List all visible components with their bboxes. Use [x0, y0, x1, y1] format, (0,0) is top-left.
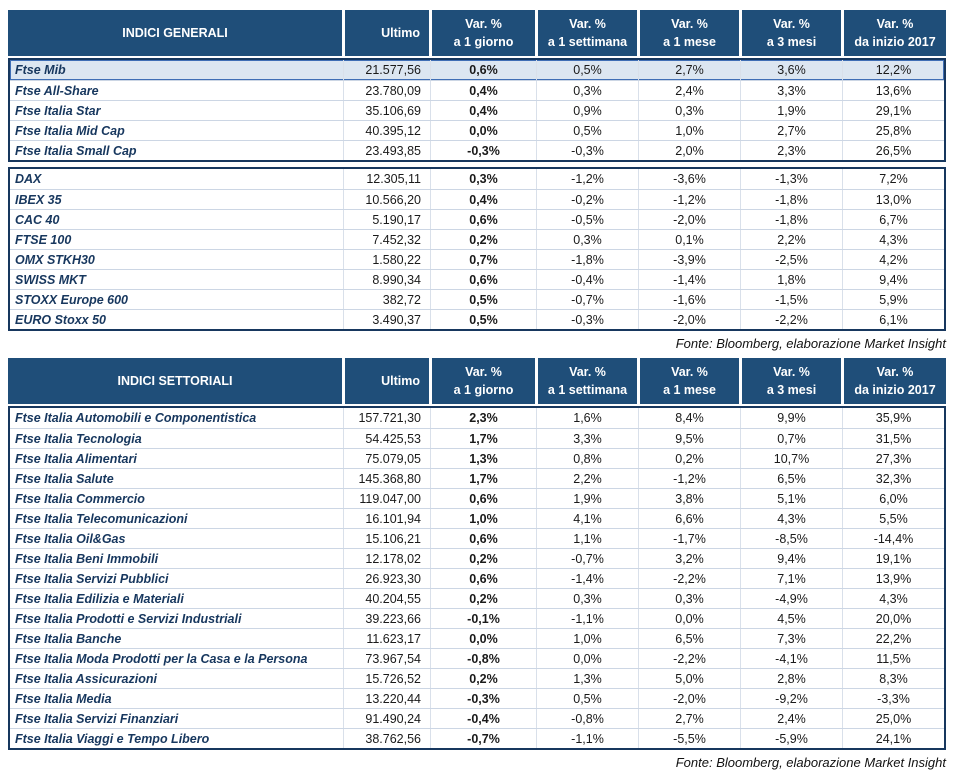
var-value-cell: 0,6%: [430, 210, 536, 229]
index-name-cell: Ftse Italia Tecnologia: [15, 431, 142, 446]
var-value-cell: 9,9%: [740, 408, 842, 428]
table-row: [10, 708, 944, 728]
table-row: [10, 100, 944, 120]
index-name-cell: Ftse Italia Mid Cap: [15, 123, 125, 138]
column-header-ultimo: Ultimo: [345, 10, 432, 56]
var-value-cell: -1,3%: [740, 169, 842, 189]
var-value-cell: 5,1%: [740, 489, 842, 508]
var-value-cell: -3,6%: [638, 169, 740, 189]
var-value-cell: 0,6%: [430, 489, 536, 508]
table-row: [10, 189, 944, 209]
var-value-cell: -0,4%: [430, 709, 536, 728]
table-row: [10, 408, 944, 428]
ultimo-value-cell: 157.721,30: [343, 408, 430, 428]
ultimo-value-cell: 8.990,34: [343, 270, 430, 289]
var-value-cell: -0,2%: [536, 190, 638, 209]
var-value-cell: 1,3%: [536, 669, 638, 688]
var-value-cell: 7,2%: [842, 169, 944, 189]
var-value-cell: 1,1%: [536, 529, 638, 548]
var-value-cell: 0,3%: [536, 230, 638, 249]
var-value-cell: -4,1%: [740, 649, 842, 668]
index-name-cell: EURO Stoxx 50: [15, 312, 107, 327]
var-value-cell: 6,0%: [842, 489, 944, 508]
var-value-cell: -2,0%: [638, 210, 740, 229]
var-value-cell: 5,0%: [638, 669, 740, 688]
table-row: [10, 120, 944, 140]
var-value-cell: 0,0%: [430, 121, 536, 140]
var-value-cell: 6,6%: [638, 509, 740, 528]
var-value-cell: 24,1%: [842, 729, 944, 748]
var-value-cell: -0,3%: [536, 310, 638, 329]
index-name-cell: SWISS MKT: [15, 272, 86, 287]
var-value-cell: 6,5%: [740, 469, 842, 488]
table-row: [10, 249, 944, 269]
var-value-cell: -1,8%: [740, 190, 842, 209]
var-value-cell: 7,1%: [740, 569, 842, 588]
table-title: INDICI GENERALI: [8, 10, 345, 56]
index-name-cell: Ftse Italia Edilizia e Materiali: [15, 591, 184, 606]
var-value-cell: 0,3%: [536, 81, 638, 100]
var-value-cell: 12,2%: [842, 60, 944, 80]
var-value-cell: 2,0%: [638, 141, 740, 160]
var-value-cell: 27,3%: [842, 449, 944, 468]
var-value-cell: 3,3%: [536, 429, 638, 448]
var-value-cell: 22,2%: [842, 629, 944, 648]
var-value-cell: -1,6%: [638, 290, 740, 309]
var-value-cell: 4,3%: [842, 230, 944, 249]
ultimo-value-cell: 16.101,94: [343, 509, 430, 528]
var-value-cell: -0,4%: [536, 270, 638, 289]
table-row: [10, 528, 944, 548]
column-header-var_ytd: Var. % da inizio 2017: [844, 358, 946, 404]
table-title: INDICI SETTORIALI: [8, 358, 345, 404]
column-header-var_1w: Var. % a 1 settimana: [538, 358, 640, 404]
var-value-cell: 2,7%: [638, 709, 740, 728]
var-value-cell: -0,3%: [430, 141, 536, 160]
var-value-cell: -2,2%: [740, 310, 842, 329]
index-name-cell: Ftse Mib: [15, 63, 66, 77]
var-value-cell: -2,0%: [638, 310, 740, 329]
column-header-var_3m: Var. % a 3 mesi: [742, 10, 844, 56]
index-name-cell: Ftse Italia Automobili e Componentistica: [15, 411, 257, 425]
table-row: [10, 608, 944, 628]
var-value-cell: 4,3%: [842, 589, 944, 608]
index-name-cell: IBEX 35: [15, 192, 62, 207]
var-value-cell: 10,7%: [740, 449, 842, 468]
var-value-cell: -1,2%: [638, 190, 740, 209]
var-value-cell: 9,4%: [842, 270, 944, 289]
var-value-cell: 0,7%: [430, 250, 536, 269]
ultimo-value-cell: 73.967,54: [343, 649, 430, 668]
index-name-cell: FTSE 100: [15, 232, 72, 247]
var-value-cell: 1,0%: [430, 509, 536, 528]
var-value-cell: 4,3%: [740, 509, 842, 528]
var-value-cell: 0,5%: [536, 60, 638, 80]
var-value-cell: 2,7%: [638, 60, 740, 80]
index-name-cell: Ftse All-Share: [15, 83, 99, 98]
var-value-cell: 0,0%: [536, 649, 638, 668]
var-value-cell: 0,8%: [536, 449, 638, 468]
var-value-cell: 13,9%: [842, 569, 944, 588]
var-value-cell: 0,2%: [430, 669, 536, 688]
var-value-cell: -5,9%: [740, 729, 842, 748]
var-value-cell: -0,3%: [430, 689, 536, 708]
var-value-cell: 0,2%: [430, 589, 536, 608]
table-row: [10, 628, 944, 648]
index-name-cell: STOXX Europe 600: [15, 292, 129, 307]
table-row: [10, 548, 944, 568]
var-value-cell: 31,5%: [842, 429, 944, 448]
var-value-cell: -0,8%: [536, 709, 638, 728]
var-value-cell: 11,5%: [842, 649, 944, 668]
table-header-row: [8, 358, 946, 404]
var-value-cell: -2,2%: [638, 569, 740, 588]
var-value-cell: 0,2%: [430, 549, 536, 568]
var-value-cell: 0,5%: [536, 689, 638, 708]
ultimo-value-cell: 91.490,24: [343, 709, 430, 728]
ultimo-value-cell: 54.425,53: [343, 429, 430, 448]
table-row: [10, 80, 944, 100]
var-value-cell: -0,8%: [430, 649, 536, 668]
var-value-cell: 3,3%: [740, 81, 842, 100]
var-value-cell: -0,7%: [430, 729, 536, 748]
ultimo-value-cell: 12.178,02: [343, 549, 430, 568]
index-name-cell: Ftse Italia Viaggi e Tempo Libero: [15, 731, 210, 746]
var-value-cell: 20,0%: [842, 609, 944, 628]
index-name-cell: DAX: [15, 172, 42, 186]
var-value-cell: 4,1%: [536, 509, 638, 528]
index-name-cell: Ftse Italia Star: [15, 103, 101, 118]
var-value-cell: 0,3%: [638, 101, 740, 120]
var-value-cell: 1,9%: [740, 101, 842, 120]
table-row: [10, 568, 944, 588]
var-value-cell: -2,5%: [740, 250, 842, 269]
var-value-cell: 0,5%: [430, 290, 536, 309]
var-value-cell: 0,4%: [430, 190, 536, 209]
table-row: [10, 309, 944, 329]
var-value-cell: -1,4%: [536, 569, 638, 588]
ultimo-value-cell: 26.923,30: [343, 569, 430, 588]
var-value-cell: 5,5%: [842, 509, 944, 528]
index-name-cell: Ftse Italia Moda Prodotti per la Casa e la Persona: [15, 651, 308, 666]
ultimo-value-cell: 39.223,66: [343, 609, 430, 628]
table-row: [10, 229, 944, 249]
var-value-cell: 1,7%: [430, 429, 536, 448]
var-value-cell: 1,0%: [638, 121, 740, 140]
var-value-cell: 2,2%: [740, 230, 842, 249]
var-value-cell: 2,4%: [638, 81, 740, 100]
var-value-cell: -0,3%: [536, 141, 638, 160]
var-value-cell: 2,3%: [740, 141, 842, 160]
ultimo-value-cell: 382,72: [343, 290, 430, 309]
ultimo-value-cell: 145.368,80: [343, 469, 430, 488]
index-name-cell: Ftse Italia Telecomunicazioni: [15, 511, 188, 526]
column-header-var_1g: Var. % a 1 giorno: [432, 358, 538, 404]
var-value-cell: 0,5%: [536, 121, 638, 140]
var-value-cell: -1,1%: [536, 729, 638, 748]
var-value-cell: 1,7%: [430, 469, 536, 488]
var-value-cell: -2,0%: [638, 689, 740, 708]
ultimo-value-cell: 38.762,56: [343, 729, 430, 748]
var-value-cell: -2,2%: [638, 649, 740, 668]
var-value-cell: 1,0%: [536, 629, 638, 648]
index-name-cell: Ftse Italia Beni Immobili: [15, 551, 159, 566]
table-row: [10, 428, 944, 448]
ultimo-value-cell: 13.220,44: [343, 689, 430, 708]
var-value-cell: 3,8%: [638, 489, 740, 508]
ultimo-value-cell: 119.047,00: [343, 489, 430, 508]
var-value-cell: 0,7%: [740, 429, 842, 448]
index-name-cell: Ftse Italia Small Cap: [15, 143, 137, 158]
index-group: [8, 167, 946, 331]
var-value-cell: 26,5%: [842, 141, 944, 160]
var-value-cell: 0,4%: [430, 101, 536, 120]
ultimo-value-cell: 40.204,55: [343, 589, 430, 608]
var-value-cell: 2,2%: [536, 469, 638, 488]
var-value-cell: -0,1%: [430, 609, 536, 628]
var-value-cell: -1,4%: [638, 270, 740, 289]
var-value-cell: 4,2%: [842, 250, 944, 269]
var-value-cell: 32,3%: [842, 469, 944, 488]
table-row: [10, 588, 944, 608]
var-value-cell: 4,5%: [740, 609, 842, 628]
var-value-cell: 2,7%: [740, 121, 842, 140]
var-value-cell: 0,1%: [638, 230, 740, 249]
var-value-cell: 13,0%: [842, 190, 944, 209]
var-value-cell: 0,6%: [430, 529, 536, 548]
var-value-cell: 2,8%: [740, 669, 842, 688]
column-header-var_1g: Var. % a 1 giorno: [432, 10, 538, 56]
table-row: [10, 468, 944, 488]
table-row: [10, 448, 944, 468]
var-value-cell: 3,2%: [638, 549, 740, 568]
var-value-cell: 25,8%: [842, 121, 944, 140]
var-value-cell: -1,8%: [740, 210, 842, 229]
var-value-cell: -1,1%: [536, 609, 638, 628]
var-value-cell: -9,2%: [740, 689, 842, 708]
table-row: [10, 668, 944, 688]
table-row: [10, 169, 944, 189]
var-value-cell: -3,9%: [638, 250, 740, 269]
ultimo-value-cell: 1.580,22: [343, 250, 430, 269]
var-value-cell: 0,3%: [536, 589, 638, 608]
var-value-cell: 0,2%: [638, 449, 740, 468]
index-name-cell: Ftse Italia Oil&Gas: [15, 531, 126, 546]
index-name-cell: OMX STKH30: [15, 252, 95, 267]
ultimo-value-cell: 35.106,69: [343, 101, 430, 120]
table-row: [10, 648, 944, 668]
ultimo-value-cell: 12.305,11: [343, 169, 430, 189]
var-value-cell: 2,3%: [430, 408, 536, 428]
var-value-cell: -8,5%: [740, 529, 842, 548]
column-header-var_ytd: Var. % da inizio 2017: [844, 10, 946, 56]
table-row: [10, 269, 944, 289]
var-value-cell: 0,3%: [638, 589, 740, 608]
ultimo-value-cell: 15.106,21: [343, 529, 430, 548]
var-value-cell: 0,0%: [430, 629, 536, 648]
table-row: [10, 508, 944, 528]
var-value-cell: 2,4%: [740, 709, 842, 728]
column-header-var_1m: Var. % a 1 mese: [640, 10, 742, 56]
var-value-cell: 6,7%: [842, 210, 944, 229]
table-row: [10, 140, 944, 160]
index-name-cell: Ftse Italia Assicurazioni: [15, 671, 157, 686]
var-value-cell: 0,5%: [430, 310, 536, 329]
var-value-cell: 0,2%: [430, 230, 536, 249]
source-note-settoriali: Fonte: Bloomberg, elaborazione Market Insight: [675, 755, 946, 770]
var-value-cell: 0,6%: [430, 569, 536, 588]
table-row: [10, 728, 944, 748]
column-header-ultimo: Ultimo: [345, 358, 432, 404]
var-value-cell: 8,3%: [842, 669, 944, 688]
index-name-cell: Ftse Italia Banche: [15, 631, 122, 646]
table-row: [10, 60, 944, 80]
table-row: [10, 688, 944, 708]
ultimo-value-cell: 40.395,12: [343, 121, 430, 140]
var-value-cell: 9,4%: [740, 549, 842, 568]
var-value-cell: 6,5%: [638, 629, 740, 648]
index-name-cell: CAC 40: [15, 212, 60, 227]
table-row: [10, 289, 944, 309]
var-value-cell: 1,9%: [536, 489, 638, 508]
indici-generali-table: [8, 10, 946, 331]
var-value-cell: -1,2%: [638, 469, 740, 488]
var-value-cell: -4,9%: [740, 589, 842, 608]
var-value-cell: 0,0%: [638, 609, 740, 628]
var-value-cell: 1,8%: [740, 270, 842, 289]
var-value-cell: 9,5%: [638, 429, 740, 448]
var-value-cell: 5,9%: [842, 290, 944, 309]
index-name-cell: Ftse Italia Servizi Finanziari: [15, 711, 179, 726]
var-value-cell: 3,6%: [740, 60, 842, 80]
table-row: [10, 488, 944, 508]
var-value-cell: 0,9%: [536, 101, 638, 120]
index-name-cell: Ftse Italia Salute: [15, 471, 114, 486]
var-value-cell: 6,1%: [842, 310, 944, 329]
var-value-cell: -0,5%: [536, 210, 638, 229]
var-value-cell: -0,7%: [536, 290, 638, 309]
var-value-cell: -5,5%: [638, 729, 740, 748]
table-row: [10, 209, 944, 229]
var-value-cell: -1,2%: [536, 169, 638, 189]
index-name-cell: Ftse Italia Prodotti e Servizi Industriali: [15, 611, 242, 626]
ultimo-value-cell: 3.490,37: [343, 310, 430, 329]
ultimo-value-cell: 23.780,09: [343, 81, 430, 100]
ultimo-value-cell: 5.190,17: [343, 210, 430, 229]
var-value-cell: 13,6%: [842, 81, 944, 100]
index-group: [8, 58, 946, 162]
source-note-generali: Fonte: Bloomberg, elaborazione Market Insight: [675, 336, 946, 351]
var-value-cell: 1,6%: [536, 408, 638, 428]
var-value-cell: 8,4%: [638, 408, 740, 428]
ultimo-value-cell: 23.493,85: [343, 141, 430, 160]
column-header-var_1m: Var. % a 1 mese: [640, 358, 742, 404]
var-value-cell: 1,3%: [430, 449, 536, 468]
index-name-cell: Ftse Italia Servizi Pubblici: [15, 571, 169, 586]
indici-settoriali-table: [8, 358, 946, 750]
var-value-cell: -0,7%: [536, 549, 638, 568]
ultimo-value-cell: 15.726,52: [343, 669, 430, 688]
ultimo-value-cell: 75.079,05: [343, 449, 430, 468]
var-value-cell: 0,4%: [430, 81, 536, 100]
var-value-cell: 0,3%: [430, 169, 536, 189]
column-header-var_1w: Var. % a 1 settimana: [538, 10, 640, 56]
var-value-cell: 0,6%: [430, 270, 536, 289]
var-value-cell: 0,6%: [430, 60, 536, 80]
var-value-cell: -3,3%: [842, 689, 944, 708]
var-value-cell: 19,1%: [842, 549, 944, 568]
var-value-cell: -1,7%: [638, 529, 740, 548]
var-value-cell: -1,8%: [536, 250, 638, 269]
var-value-cell: -14,4%: [842, 529, 944, 548]
var-value-cell: 25,0%: [842, 709, 944, 728]
index-group: [8, 406, 946, 750]
var-value-cell: 29,1%: [842, 101, 944, 120]
var-value-cell: 35,9%: [842, 408, 944, 428]
ultimo-value-cell: 7.452,32: [343, 230, 430, 249]
index-name-cell: Ftse Italia Commercio: [15, 491, 145, 506]
index-name-cell: Ftse Italia Media: [15, 691, 112, 706]
var-value-cell: 7,3%: [740, 629, 842, 648]
var-value-cell: -1,5%: [740, 290, 842, 309]
ultimo-value-cell: 10.566,20: [343, 190, 430, 209]
ultimo-value-cell: 11.623,17: [343, 629, 430, 648]
table-header-row: [8, 10, 946, 56]
ultimo-value-cell: 21.577,56: [343, 60, 430, 80]
column-header-var_3m: Var. % a 3 mesi: [742, 358, 844, 404]
index-name-cell: Ftse Italia Alimentari: [15, 451, 137, 466]
